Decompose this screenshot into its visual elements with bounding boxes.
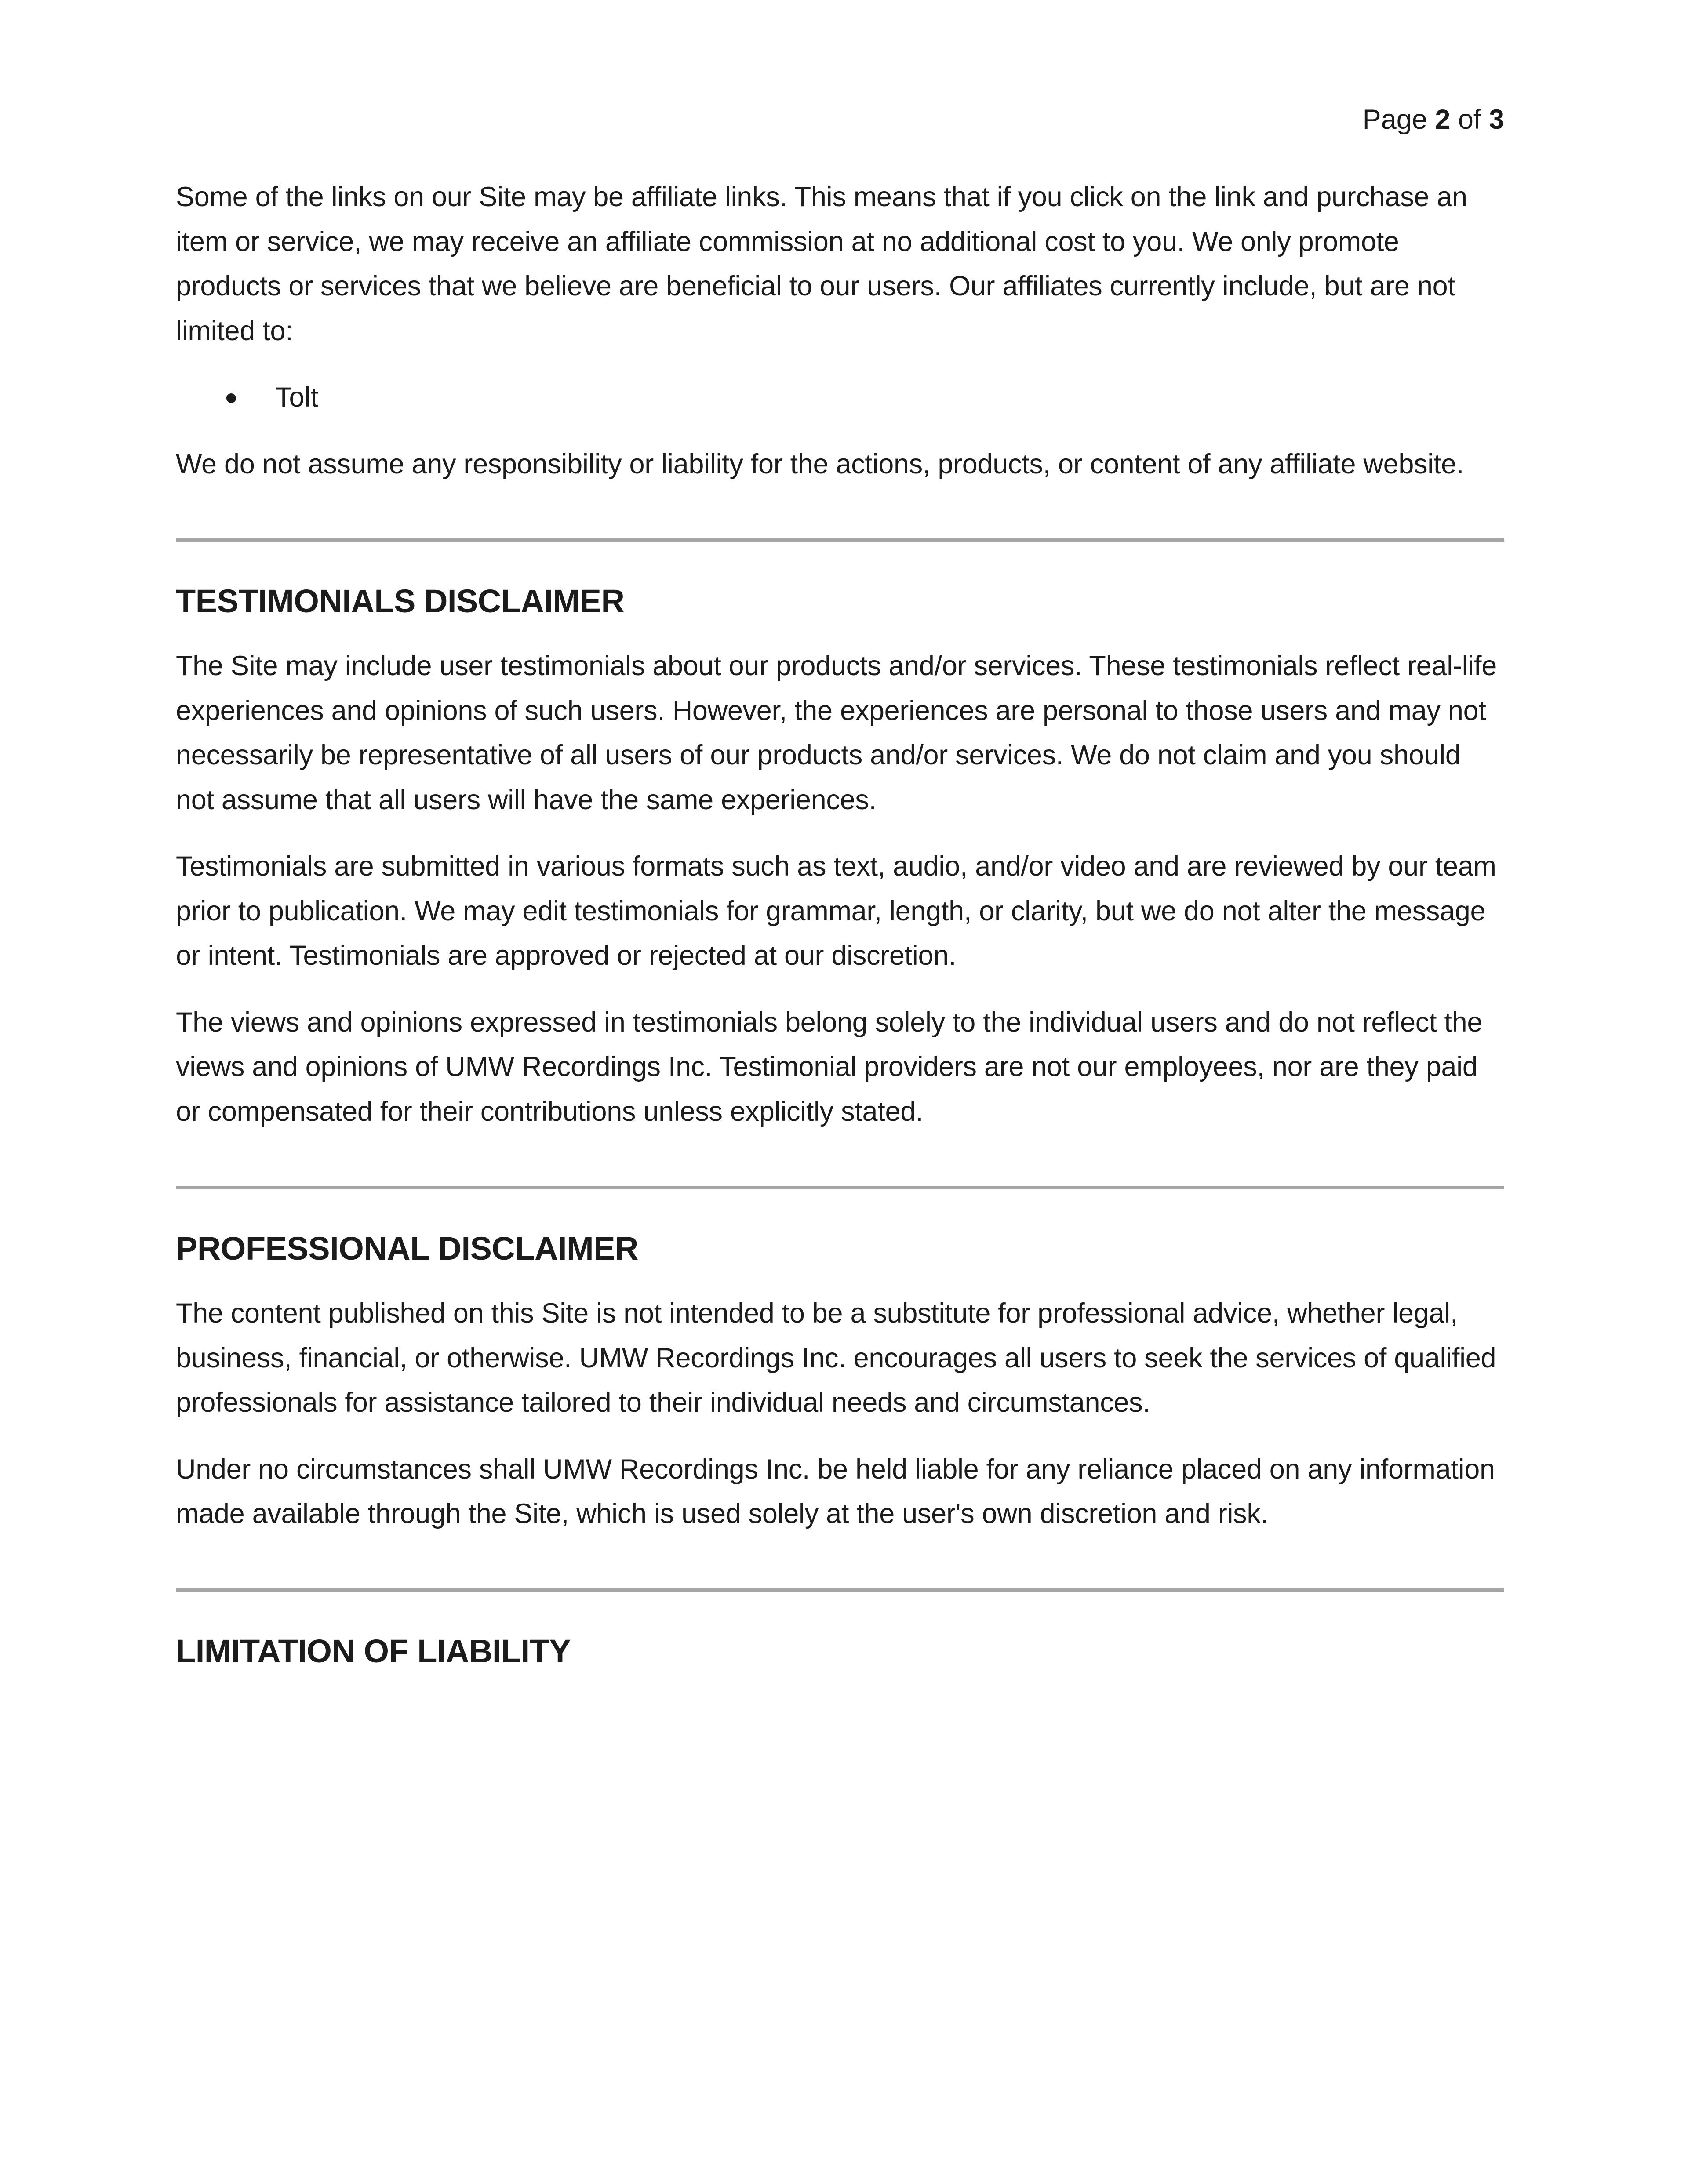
liability-heading: LIMITATION OF LIABILITY xyxy=(176,1632,571,1669)
professional-section xyxy=(176,1225,1504,1537)
liability-section xyxy=(176,1627,1504,1675)
affiliate-intro-paragraph: Some of the links on our Site may be affiliate links. This means that if you click on the link and purchase an item or service, we may receive an affiliate commission at no additional cost to you. We only promote products or services that we believe are beneficial to our users. Our affiliates currently include, but are not limited to: xyxy=(176,182,1467,346)
affiliate-outro-paragraph: We do not assume any responsibility or liability for the actions, products, or content of any affiliate website. xyxy=(176,448,1464,480)
affiliate-section xyxy=(176,175,1504,487)
page-indicator-total: 3 xyxy=(1488,104,1504,135)
page-indicator xyxy=(1363,98,1504,141)
testimonials-paragraph-1: The Site may include user testimonials about our products and/or services. These testimonials reflect real-life experiences and opinions of such users. However, the experiences are personal to those users and may not necessarily be representative of all users of our products and/or services. We do not claim and you should not assume that all users will have the same experiences. xyxy=(176,650,1497,815)
page-content xyxy=(176,175,1504,1675)
section-divider xyxy=(176,1186,1504,1189)
section-divider xyxy=(176,538,1504,542)
testimonials-section xyxy=(176,577,1504,1134)
affiliate-list-item xyxy=(176,375,1504,420)
page-indicator-separator: of xyxy=(1458,104,1481,135)
section-divider xyxy=(176,1588,1504,1592)
page-indicator-current: 2 xyxy=(1435,104,1451,135)
professional-paragraph-2: Under no circumstances shall UMW Recordings Inc. be held liable for any reliance placed on any information made available through the Site, which is used solely at the user's own discretion and risk. xyxy=(176,1454,1495,1529)
affiliate-list xyxy=(176,375,1504,420)
bullet-icon xyxy=(226,393,236,403)
professional-paragraph-1: The content published on this Site is not intended to be a substitute for professional advice, whether legal, business, financial, or otherwise. UMW Recordings Inc. encourages all users to seek the services of qualified professionals for assistance tailored to their individual needs and circumstances. xyxy=(176,1298,1496,1418)
page-indicator-prefix: Page xyxy=(1362,104,1427,135)
testimonials-paragraph-3: The views and opinions expressed in testimonials belong solely to the individual users and do not reflect the views and opinions of UMW Recordings Inc. Testimonial providers are not our employees, nor are they paid or compensated for their contributions unless explicitly stated. xyxy=(176,1007,1483,1127)
testimonials-heading: TESTIMONIALS DISCLAIMER xyxy=(176,583,625,619)
professional-heading: PROFESSIONAL DISCLAIMER xyxy=(176,1230,638,1267)
affiliate-name: Tolt xyxy=(275,382,319,413)
testimonials-paragraph-2: Testimonials are submitted in various formats such as text, audio, and/or video and are reviewed by our team prior to publication. We may edit testimonials for grammar, length, or clarity, but we do not alter the message or intent. Testimonials are approved or rejected at our discretion. xyxy=(176,851,1496,971)
